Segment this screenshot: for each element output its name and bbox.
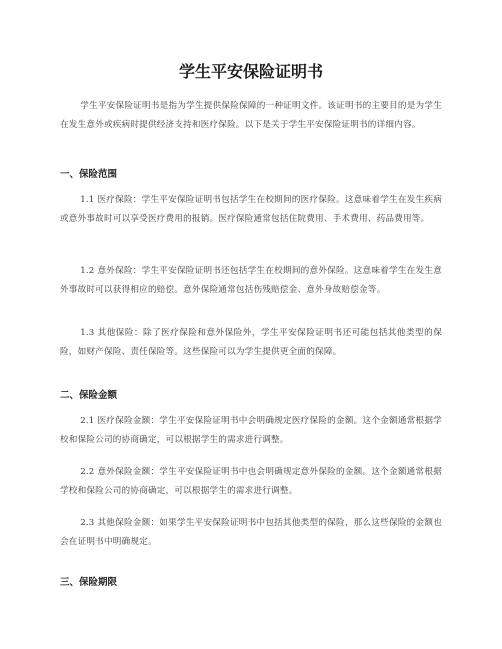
- paragraph-2-2: 2.2 意外保险金额：学生平安保险证明书中也会明确规定意外保险的金额。这个金额通常根据学校和保险公司的协商确定，可以根据学生的需求进行调整。: [60, 467, 442, 496]
- paragraph-2-3: 2.3 其他保险金额：如果学生平安保险证明书中包括其他类型的保险，那么这些保险的金额也会在证明书中明确规定。: [60, 518, 442, 547]
- paragraph-2-1: 2.1 医疗保险金额：学生平安保险证明书中会明确规定医疗保险的金额。这个金额通常根据学校和保险公司的协商确定，可以根据学生的需求进行调整。: [60, 416, 442, 445]
- paragraph-1-1: 1.1 医疗保险：学生平安保险证明书包括学生在校期间的医疗保险。这意味着学生在发生疾病或意外事故时可以享受医疗费用的报销。医疗保险通常包括住院费用、手术费用、药品费用等。: [60, 195, 442, 224]
- document-title: 学生平安保险证明书: [178, 62, 323, 81]
- paragraph-1-2: 1.2 意外保险：学生平安保险证明书还包括学生在校期间的意外保险。这意味着学生在发生意外事故时可以获得相应的赔偿。意外保险通常包括伤残赔偿金、意外身故赔偿金等。: [60, 266, 442, 295]
- section-heading-scope: 一、保险范围: [60, 169, 118, 180]
- intro-paragraph: 学生平安保险证明书是指为学生提供保险保障的一种证明文件。该证明书的主要目的是为学生在发生意外或疾病时提供经济支持和医疗保险。以下是关于学生平安保险证明书的详细内容。: [60, 101, 442, 130]
- section-heading-amount: 二、保险金额: [60, 390, 118, 401]
- section-heading-period: 三、保险期限: [60, 577, 118, 588]
- paragraph-1-3: 1.3 其他保险：除了医疗保险和意外保险外，学生平安保险证明书还可能包括其他类型的保险，如财产保险、责任保险等。这些保险可以为学生提供更全面的保障。: [60, 328, 442, 357]
